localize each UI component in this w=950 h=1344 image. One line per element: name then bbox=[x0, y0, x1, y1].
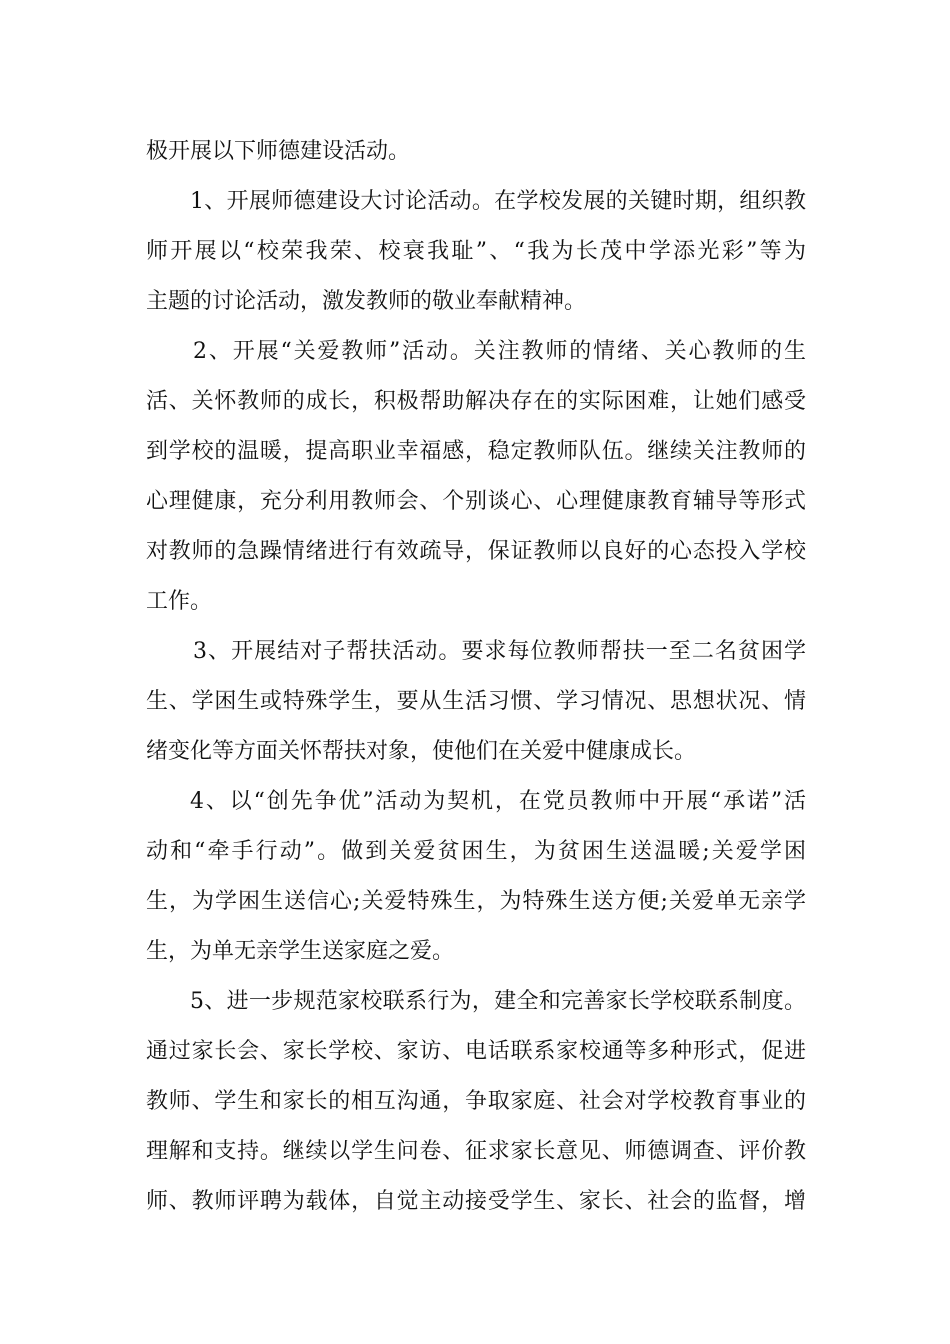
text-line: 绪变化等方面关怀帮扶对象，使他们在关爱中健康成长。 bbox=[146, 739, 697, 764]
text-line: 活、关怀教师的成长，积极帮助解决存在的实际困难，让她们感受 bbox=[146, 389, 806, 414]
text-line: 2、开展“关爱教师”活动。关注教师的情绪、关心教师的生 bbox=[193, 339, 806, 364]
text-line: 动和“牵手行动”。做到关爱贫困生，为贫困生送温暖;关爱学困 bbox=[146, 839, 806, 864]
text-line: 极开展以下师德建设活动。 bbox=[146, 139, 411, 164]
text-line: 通过家长会、家长学校、家访、电话联系家校通等多种形式，促进 bbox=[146, 1039, 806, 1064]
text-line: 5、进一步规范家校联系行为，建全和完善家长学校联系制度。 bbox=[190, 989, 806, 1014]
text-line: 4、以“创先争优”活动为契机，在党员教师中开展“承诺”活 bbox=[190, 789, 806, 814]
text-line: 师开展以“校荣我荣、校衰我耻”、“我为长茂中学添光彩”等为 bbox=[146, 239, 806, 264]
text-line: 理解和支持。继续以学生问卷、征求家长意见、师德调查、评价教 bbox=[146, 1139, 806, 1164]
text-line: 工作。 bbox=[146, 589, 213, 614]
text-line: 对教师的急躁情绪进行有效疏导，保证教师以良好的心态投入学校 bbox=[146, 539, 806, 564]
text-line: 生，为单无亲学生送家庭之爱。 bbox=[146, 939, 455, 964]
text-line: 主题的讨论活动，激发教师的敬业奉献精神。 bbox=[146, 289, 587, 314]
text-line: 生，为学困生送信心;关爱特殊生，为特殊生送方便;关爱单无亲学 bbox=[146, 889, 806, 914]
text-line: 心理健康，充分利用教师会、个别谈心、心理健康教育辅导等形式 bbox=[146, 489, 806, 514]
text-line: 3、开展结对子帮扶活动。要求每位教师帮扶一至二名贫困学 bbox=[193, 639, 806, 664]
text-line: 师、教师评聘为载体，自觉主动接受学生、家长、社会的监督，增 bbox=[146, 1189, 806, 1214]
text-line: 1、开展师德建设大讨论活动。在学校发展的关键时期，组织教 bbox=[190, 189, 806, 214]
text-line: 生、学困生或特殊学生，要从生活习惯、学习情况、思想状况、情 bbox=[146, 689, 806, 714]
text-line: 教师、学生和家长的相互沟通，争取家庭、社会对学校教育事业的 bbox=[146, 1089, 806, 1114]
text-line: 到学校的温暖，提高职业幸福感，稳定教师队伍。继续关注教师的 bbox=[146, 439, 806, 464]
